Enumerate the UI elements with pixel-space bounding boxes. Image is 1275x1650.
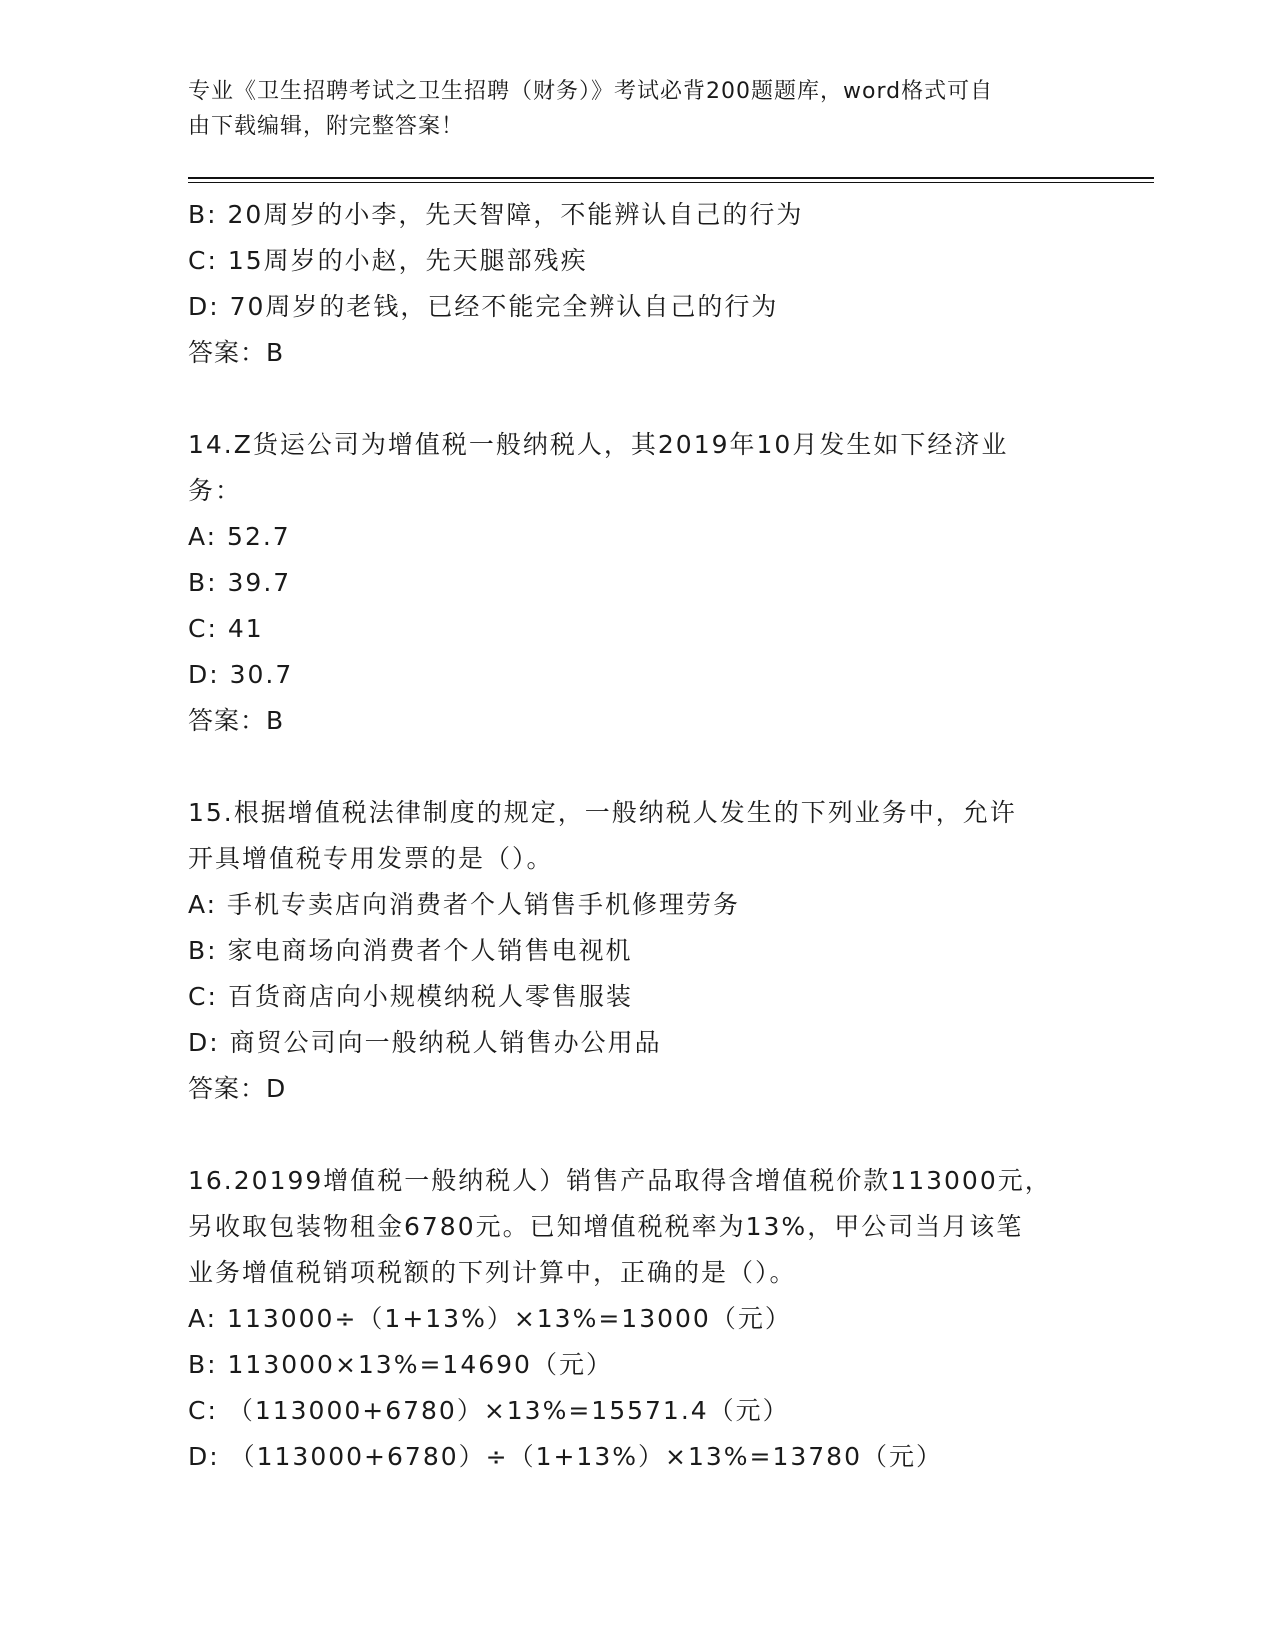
previous-question-block bbox=[188, 192, 1088, 376]
option-b: B: 113000×13%=14690（元） bbox=[188, 1350, 613, 1379]
question-16 bbox=[188, 1158, 1088, 1480]
option-d: D: 70周岁的老钱，已经不能完全辨认自己的行为 bbox=[188, 292, 779, 321]
header-rule-thin bbox=[188, 182, 1154, 183]
question-content bbox=[188, 192, 1088, 1480]
option-d: D: （113000+6780）÷（1+13%）×13%=13780（元） bbox=[188, 1442, 943, 1471]
option-c: C: 百货商店向小规模纳税人零售服装 bbox=[188, 982, 633, 1011]
option-b: B: 20周岁的小李，先天智障，不能辨认自己的行为 bbox=[188, 200, 804, 229]
question-stem-line: 开具增值税专用发票的是（）。 bbox=[188, 844, 554, 873]
option-c: C: 15周岁的小赵，先天腿部残疾 bbox=[188, 246, 588, 275]
answer-line: 答案：B bbox=[188, 706, 285, 735]
option-a: A: 113000÷（1+13%）×13%=13000（元） bbox=[188, 1304, 792, 1333]
option-d: D: 30.7 bbox=[188, 660, 294, 689]
spacer bbox=[188, 744, 1088, 790]
question-14 bbox=[188, 422, 1088, 744]
option-c: C: 41 bbox=[188, 614, 264, 643]
header-title-line-2: 由下载编辑，附完整答案！ bbox=[188, 114, 465, 139]
option-a: A: 52.7 bbox=[188, 522, 291, 551]
question-15 bbox=[188, 790, 1088, 1112]
spacer bbox=[188, 376, 1088, 422]
answer-line: 答案：D bbox=[188, 1074, 287, 1103]
question-stem-line: 另收取包装物租金6780元。已知增值税税率为13%，甲公司当月该笔 bbox=[188, 1212, 1024, 1241]
document-header bbox=[188, 74, 1068, 144]
option-d: D: 商贸公司向一般纳税人销售办公用品 bbox=[188, 1028, 662, 1057]
question-stem-line: 14.Z货运公司为增值税一般纳税人，其2019年10月发生如下经济业 bbox=[188, 430, 1009, 459]
option-b: B: 39.7 bbox=[188, 568, 292, 597]
header-title-line-1: 专业《卫生招聘考试之卫生招聘（财务）》考试必背200题题库，word格式可自 bbox=[188, 79, 994, 104]
header-rule-thick bbox=[188, 177, 1154, 179]
option-c: C: （113000+6780）×13%=15571.4（元） bbox=[188, 1396, 790, 1425]
spacer bbox=[188, 1112, 1088, 1158]
option-a: A: 手机专卖店向消费者个人销售手机修理劳务 bbox=[188, 890, 741, 919]
answer-line: 答案：B bbox=[188, 338, 285, 367]
question-stem-line: 务： bbox=[188, 476, 243, 505]
option-b: B: 家电商场向消费者个人销售电视机 bbox=[188, 936, 633, 965]
question-stem-line: 业务增值税销项税额的下列计算中，正确的是（）。 bbox=[188, 1258, 797, 1287]
question-stem-line: 16.20199增值税一般纳税人）销售产品取得含增值税价款113000元， bbox=[188, 1166, 1052, 1195]
question-stem-line: 15.根据增值税法律制度的规定，一般纳税人发生的下列业务中，允许 bbox=[188, 798, 1017, 827]
